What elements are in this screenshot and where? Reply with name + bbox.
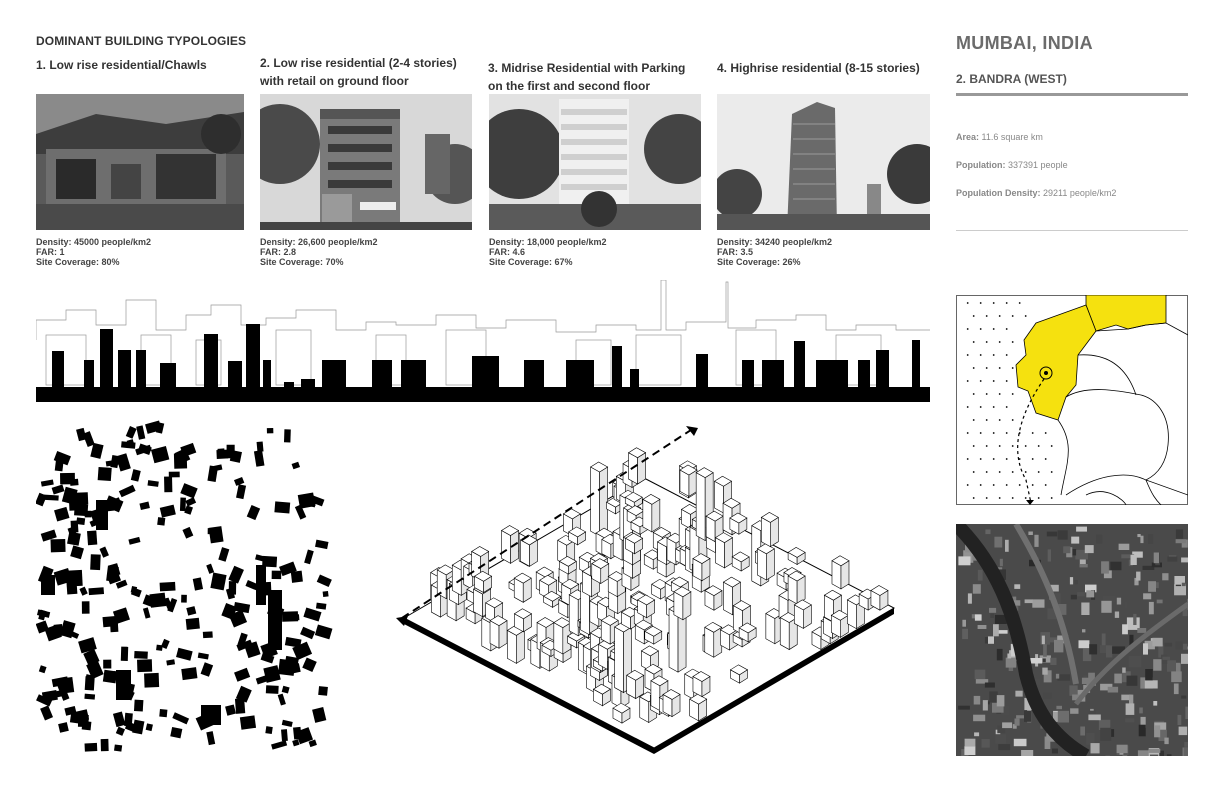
building-footprint	[103, 670, 117, 684]
typology-3-photo	[489, 94, 701, 230]
figure-ground-map	[36, 420, 334, 756]
page-title: DOMINANT BUILDING TYPOLOGIES	[36, 34, 247, 48]
typology-title-line: 1. Low rise residential/Chawls	[36, 58, 207, 72]
typology-3-title	[488, 59, 685, 95]
building-footprint	[174, 453, 187, 469]
typology-far: FAR: 1	[36, 247, 65, 257]
typology-4-stats	[717, 237, 832, 267]
building-footprint	[159, 709, 167, 717]
building-footprint	[101, 739, 109, 751]
building-footprint	[267, 428, 274, 433]
building-footprint	[134, 700, 143, 712]
population-info	[956, 160, 1068, 170]
building-block	[514, 573, 531, 602]
typology-density: Density: 45000 people/km2	[36, 237, 152, 247]
building-block	[761, 512, 778, 546]
building-footprint	[134, 651, 148, 659]
typology-2-stats	[260, 237, 378, 267]
building-footprint	[180, 497, 186, 511]
building-footprint	[51, 539, 66, 552]
typology-title-line: on the first and second floor	[488, 79, 651, 93]
building-block	[490, 616, 507, 649]
building-footprint	[216, 450, 228, 459]
building-footprint	[272, 571, 282, 580]
typology-1-title	[36, 56, 207, 74]
area-label: Area:	[956, 132, 980, 142]
building-footprint	[87, 530, 97, 545]
building-block	[690, 694, 707, 721]
building-footprint	[284, 429, 291, 442]
divider	[956, 93, 1188, 96]
building-block	[693, 672, 710, 697]
building-footprint	[121, 647, 128, 661]
typology-2-title	[260, 54, 457, 90]
area-name: 2. BANDRA (WEST)	[956, 72, 1067, 86]
typology-far: FAR: 3.5	[717, 247, 754, 257]
building-footprint	[82, 601, 90, 613]
typology-density: Density: 18,000 people/km2	[489, 237, 607, 247]
aerial-photo	[956, 524, 1188, 756]
building-footprint	[186, 618, 200, 630]
typology-far: FAR: 4.6	[489, 247, 526, 257]
population-value: 337391 people	[1008, 160, 1068, 170]
density-label: Population Density:	[956, 188, 1041, 198]
building-block	[757, 544, 774, 580]
building-footprint	[149, 593, 166, 608]
typology-density: Density: 34240 people/km2	[717, 237, 833, 247]
building-block	[592, 559, 609, 584]
location-key-map	[956, 295, 1188, 505]
building-footprint	[164, 477, 172, 493]
building-block	[705, 622, 722, 657]
typology-4-photo	[717, 94, 930, 230]
city-title: MUMBAI, INDIA	[956, 33, 1093, 53]
building-block	[788, 571, 805, 604]
typology-coverage: Site Coverage: 67%	[489, 257, 573, 267]
building-footprint	[114, 744, 122, 751]
building-block	[591, 462, 608, 536]
building-block	[643, 494, 660, 532]
building-footprint	[67, 532, 81, 546]
building-block	[715, 533, 732, 568]
typology-title-line: with retail on ground floor	[260, 74, 409, 88]
building-footprint	[323, 591, 329, 597]
building-footprint	[281, 729, 288, 741]
building-footprint	[265, 726, 272, 734]
axonometric-model	[394, 418, 904, 758]
typology-1-photo	[36, 94, 244, 230]
building-footprint	[98, 467, 112, 481]
building-footprint	[144, 673, 159, 688]
building-block	[794, 600, 811, 629]
building-footprint	[230, 450, 242, 463]
building-footprint	[106, 566, 119, 582]
typology-title-line: 4. Highrise residential (8-15 stories)	[717, 61, 920, 75]
building-footprint	[203, 631, 213, 638]
building-footprint	[240, 715, 256, 729]
building-footprint	[282, 611, 298, 621]
typology-coverage: Site Coverage: 70%	[260, 257, 344, 267]
building-footprint	[208, 528, 215, 534]
building-footprint	[84, 694, 95, 700]
building-block	[514, 609, 531, 632]
typology-title-line: 3. Midrise Residential with Parking	[488, 61, 686, 75]
building-block	[663, 689, 680, 716]
density-info	[956, 188, 1116, 198]
typology-1-stats	[36, 237, 151, 267]
skyline-section	[36, 280, 930, 402]
building-footprint	[160, 582, 176, 591]
building-footprint	[103, 660, 111, 669]
density-value: 29211 people/km2	[1043, 188, 1117, 198]
building-footprint	[85, 743, 98, 752]
building-footprint	[229, 581, 236, 595]
typology-coverage: Site Coverage: 80%	[36, 257, 120, 267]
building-footprint	[181, 595, 187, 603]
typology-far: FAR: 2.8	[260, 247, 297, 257]
area-info	[956, 132, 1043, 142]
typology-4-title	[717, 59, 920, 77]
divider	[956, 230, 1188, 231]
building-block	[693, 554, 710, 581]
building-footprint	[274, 501, 290, 513]
building-footprint	[59, 677, 74, 694]
building-footprint	[90, 554, 101, 570]
typology-density: Density: 26,600 people/km2	[260, 237, 378, 247]
building-footprint	[137, 659, 152, 672]
building-block	[674, 587, 691, 620]
building-footprint	[74, 504, 88, 516]
population-label: Population:	[956, 160, 1006, 170]
building-footprint	[291, 571, 303, 583]
building-footprint	[70, 479, 79, 486]
building-block	[680, 465, 697, 496]
typology-title-line: 2. Low rise residential (2-4 stories)	[260, 56, 457, 70]
area-value: 11.6 square km	[981, 132, 1043, 142]
building-footprint	[169, 472, 180, 478]
building-footprint	[318, 686, 328, 696]
building-block	[832, 556, 849, 589]
building-footprint	[266, 685, 279, 694]
building-block	[638, 595, 655, 618]
building-footprint	[76, 517, 85, 525]
building-block	[871, 585, 888, 610]
typology-3-stats	[489, 237, 607, 267]
building-block	[831, 610, 848, 637]
building-footprint	[88, 587, 104, 595]
building-footprint	[181, 667, 197, 680]
building-footprint	[110, 618, 119, 632]
typology-2-photo	[260, 94, 472, 230]
building-block	[627, 670, 644, 698]
building-footprint	[157, 517, 165, 526]
typology-coverage: Site Coverage: 26%	[717, 257, 801, 267]
building-footprint	[257, 441, 264, 452]
building-block	[705, 586, 722, 611]
